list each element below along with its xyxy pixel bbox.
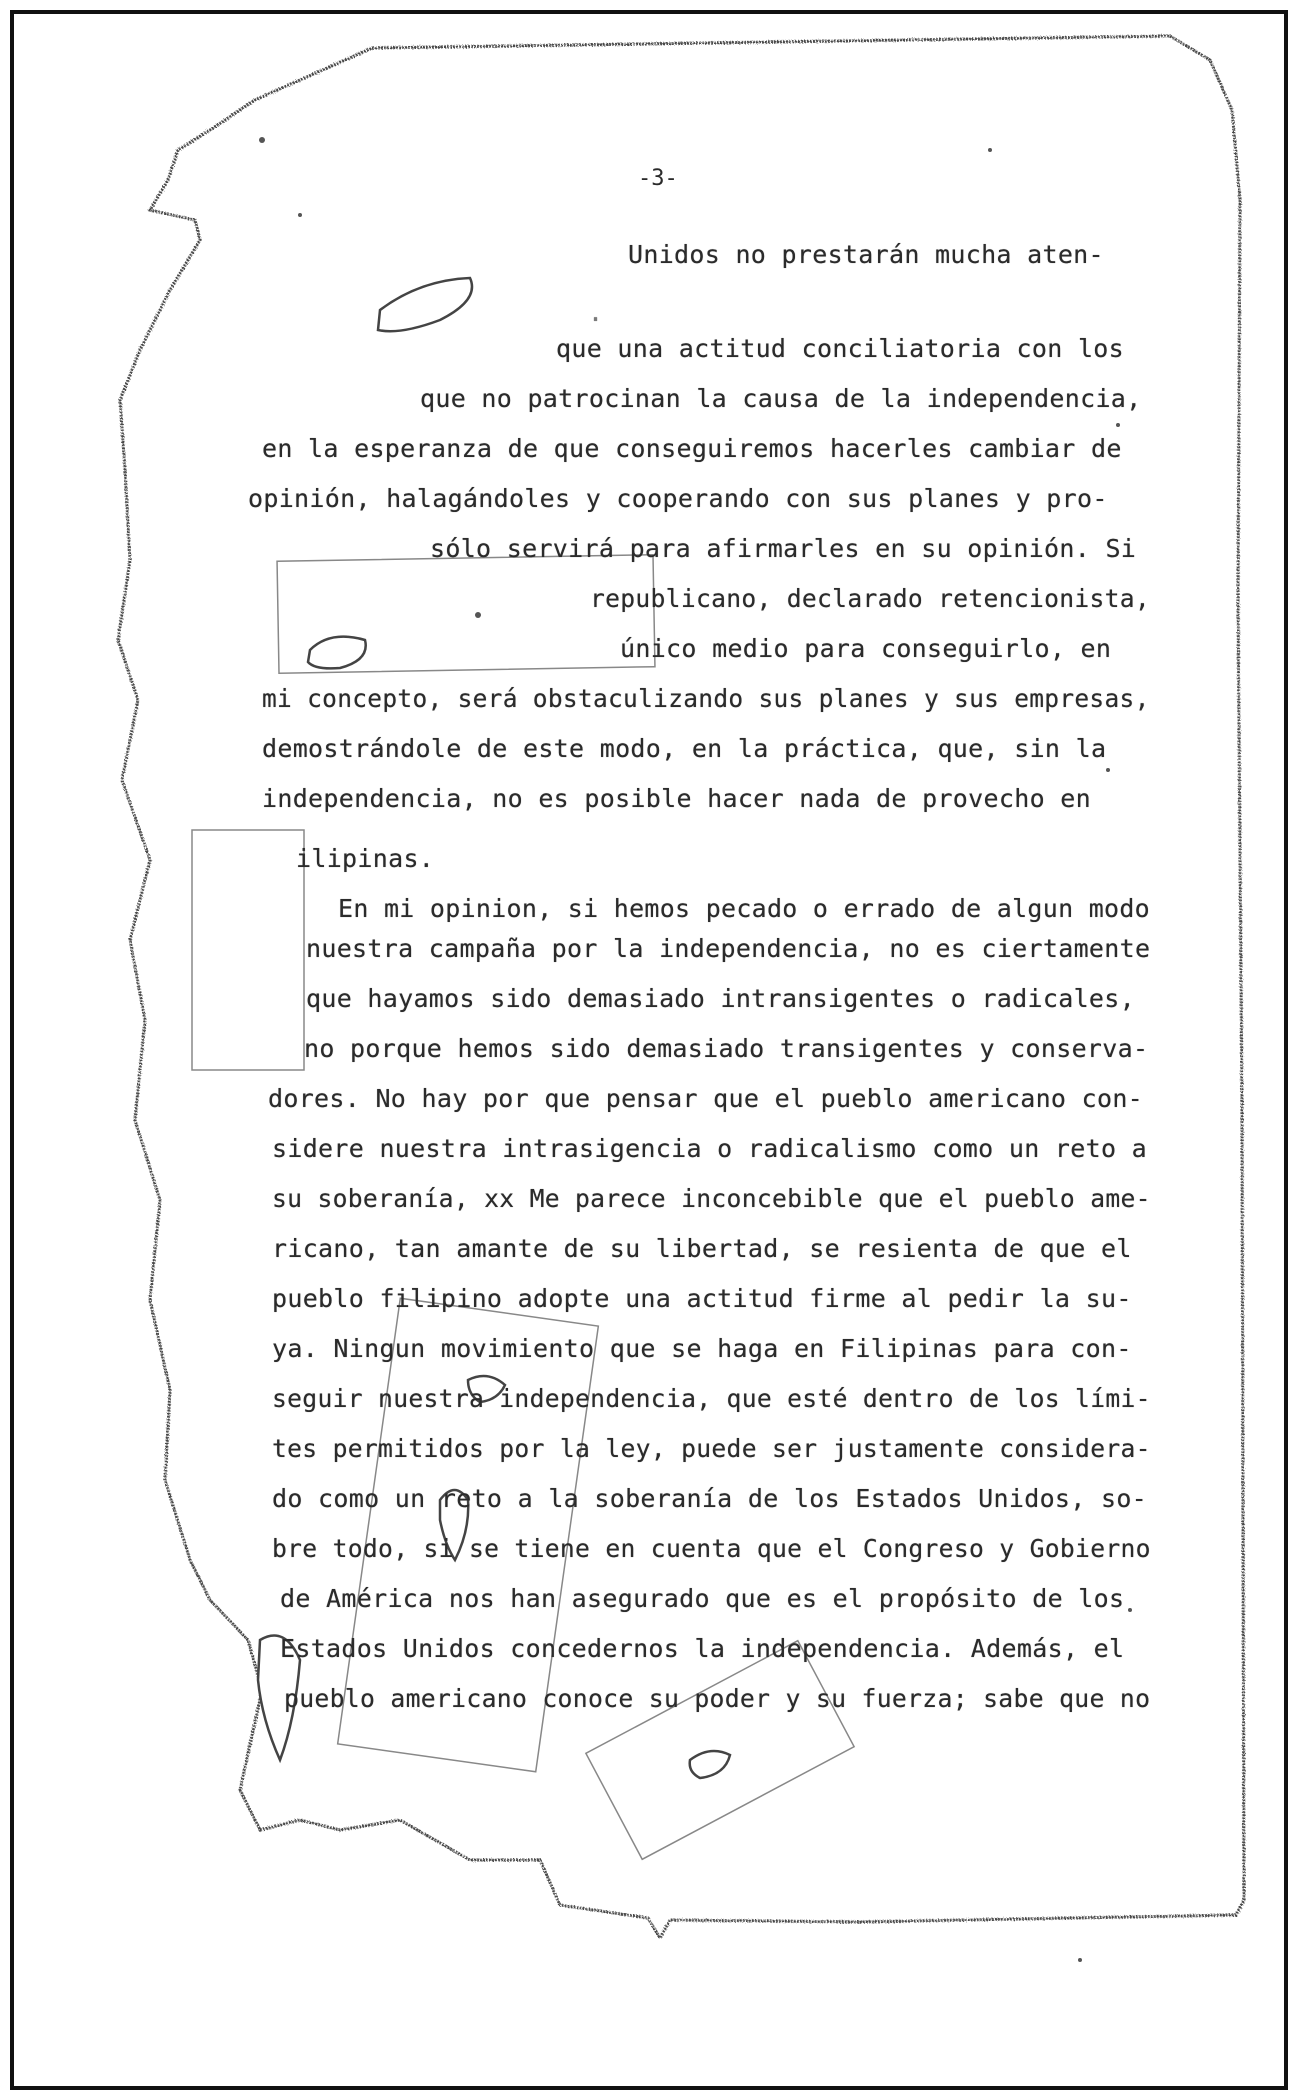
text-line: mi concepto, será obstaculizando sus planes y sus empresas, [262, 684, 1150, 713]
text-line: que hayamos sido demasiado intransigentes o radicales, [306, 984, 1135, 1013]
text-line: Estados Unidos concedernos la independencia. Además, el [280, 1634, 1125, 1663]
text-line: pueblo filipino adopte una actitud firme al pedir la su- [272, 1284, 1132, 1313]
text-line: ricano, tan amante de su libertad, se resienta de que el [272, 1234, 1132, 1263]
text-line: seguir nuestra independencia, que esté dentro de los lími- [272, 1384, 1151, 1413]
text-line: su soberanía, xx Me parece inconcebible que el pueblo ame- [272, 1184, 1151, 1213]
text-line: En mi opinion, si hemos pecado o errado de algun modo [338, 894, 1150, 923]
text-line: que no patrocinan la causa de la independencia, [420, 384, 1142, 413]
page-number: -3- [638, 166, 678, 191]
text-line: dores. No hay por que pensar que el pueblo americano con- [268, 1084, 1144, 1113]
text-line: independencia, no es posible hacer nada de provecho en [262, 784, 1091, 813]
text-line: ilipinas. [296, 844, 435, 873]
text-line: bre todo, si se tiene en cuenta que el Congreso y Gobierno [272, 1534, 1151, 1563]
text-line: sidere nuestra intrasigencia o radicalismo como un reto a [272, 1134, 1148, 1163]
text-line: pueblo americano conoce su poder y su fuerza; sabe que no [284, 1684, 1151, 1713]
text-line: opinión, halagándoles y cooperando con sus planes y pro- [248, 484, 1108, 513]
text-line: republicano, declarado retencionista, [590, 584, 1151, 613]
text-line: do como un reto a la soberanía de los Estados Unidos, so- [272, 1484, 1148, 1513]
text-line: Unidos no prestarán mucha aten- [628, 240, 1104, 269]
text-line: en la esperanza de que conseguiremos hacerles cambiar de [262, 434, 1122, 463]
text-line: demostrándole de este modo, en la práctica, que, sin la [262, 734, 1107, 763]
text-line: único medio para conseguirlo, en [620, 634, 1112, 663]
text-line: de América nos han asegurado que es el propósito de los [280, 1584, 1125, 1613]
text-line: no porque hemos sido demasiado transigentes y conserva- [304, 1034, 1149, 1063]
text-line: que una actitud conciliatoria con los [556, 334, 1124, 363]
text-line: nuestra campaña por la independencia, no es ciertamente [306, 934, 1151, 963]
text-line: . [588, 298, 604, 327]
text-line: ya. Ningun movimiento que se haga en Filipinas para con- [272, 1334, 1132, 1363]
text-line: sólo servirá para afirmarles en su opinión. Si [430, 534, 1137, 563]
text-line: tes permitidos por la ley, puede ser justamente considera- [272, 1434, 1151, 1463]
